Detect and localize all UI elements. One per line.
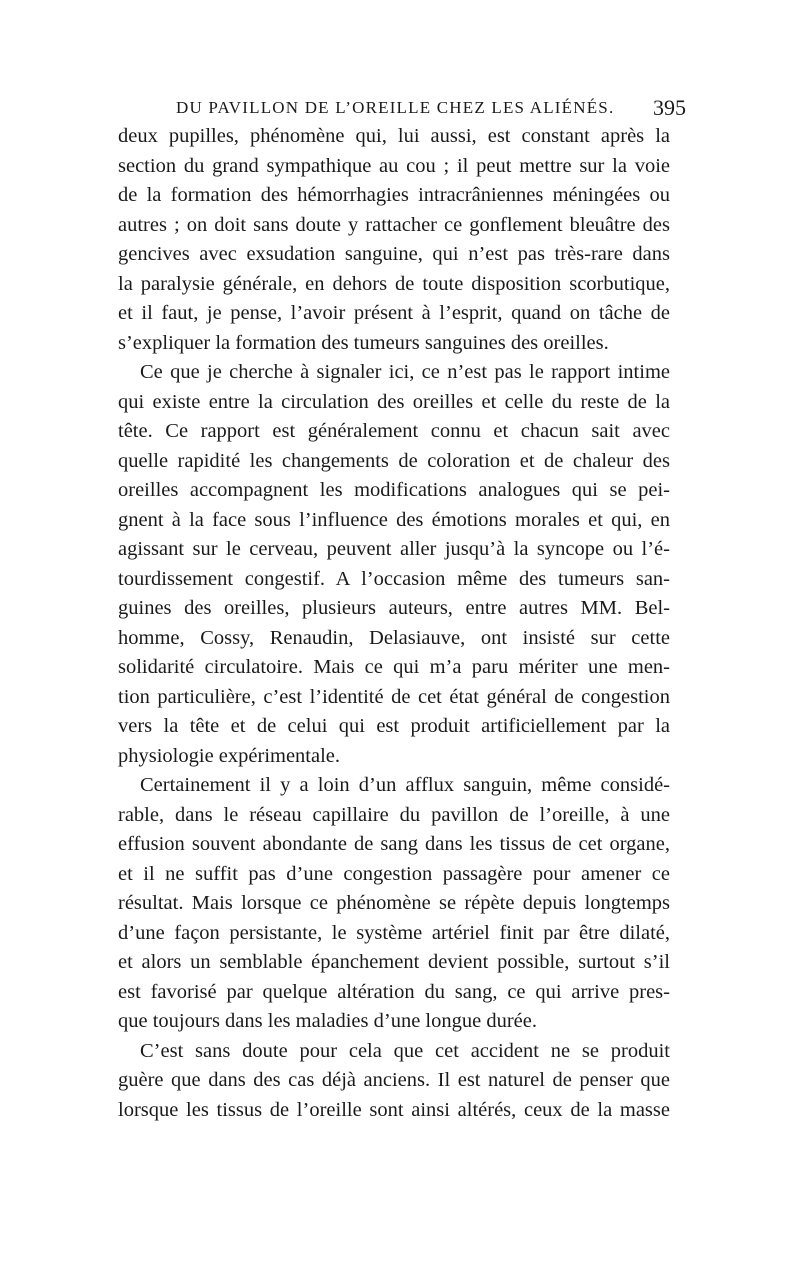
text-line: vers la tête et de celui qui est produit artificiellement par la	[118, 715, 670, 737]
text-line: la paralysie générale, en dehors de toute disposition scorbutique,	[118, 272, 670, 295]
text-line: est favorisé par quelque altération du sang, ce qui arrive pres-	[118, 980, 670, 1003]
body-text	[118, 122, 670, 1125]
text-line: guère que dans des cas déjà anciens. Il est naturel de penser que	[118, 1069, 670, 1091]
text-line: s’expliquer la formation des tumeurs sanguines des oreilles.	[118, 331, 609, 354]
text-line: quelle rapidité les changements de coloration et de chaleur des	[118, 449, 670, 472]
text-line: Certainement il y a loin d’un afflux sanguin, même considé-	[140, 774, 670, 796]
running-head	[176, 93, 686, 123]
text-line: et il faut, je pense, l’avoir présent à l’esprit, quand on tâche de	[118, 302, 670, 324]
text-line: tête. Ce rapport est généralement connu et chacun sait avec	[118, 420, 670, 442]
text-line: lorsque les tissus de l’oreille sont ainsi altérés, ceux de la masse	[118, 1098, 670, 1121]
text-line: oreilles accompagnent les modifications analogues qui se pei-	[118, 479, 670, 501]
text-line: et alors un semblable épanchement devient possible, surtout s’il	[118, 951, 670, 973]
text-line: autres ; on doit sans doute y rattacher ce gonflement bleuâtre des	[118, 213, 670, 236]
text-line: solidarité circulatoire. Mais ce qui m’a paru mériter une men-	[118, 656, 670, 678]
page-number: 395	[653, 95, 686, 120]
text-line: C’est sans doute pour cela que cet accident ne se produit	[140, 1039, 670, 1062]
text-line: section du grand sympathique au cou ; il peut mettre sur la voie	[118, 154, 670, 177]
running-title: DU PAVILLON DE L’OREILLE CHEZ LES ALIÉNÉS.	[176, 98, 615, 117]
text-line: deux pupilles, phénomène qui, lui aussi, est constant après la	[118, 125, 670, 147]
text-line: agissant sur le cerveau, peuvent aller jusqu’à la syncope ou l’é-	[118, 538, 670, 560]
text-line: guines des oreilles, plusieurs auteurs, entre autres MM. Bel-	[118, 597, 670, 619]
text-line: que toujours dans les maladies d’une longue durée.	[118, 1010, 537, 1032]
text-line: d’une façon persistante, le système artériel finit par être dilaté,	[118, 921, 670, 944]
text-line: gencives avec exsudation sanguine, qui n’est pas très-rare dans	[118, 243, 670, 265]
text-line: tion particulière, c’est l’identité de cet état général de congestion	[118, 685, 670, 708]
text-line: et il ne suffit pas d’une congestion passagère pour amener ce	[118, 862, 670, 885]
text-line: Ce que je cherche à signaler ici, ce n’est pas le rapport intime	[140, 361, 670, 383]
text-line: tourdissement congestif. A l’occasion même des tumeurs san-	[118, 567, 670, 590]
text-line: rable, dans le réseau capillaire du pavillon de l’oreille, à une	[118, 803, 670, 826]
text-line: résultat. Mais lorsque ce phénomène se répète depuis longtemps	[118, 892, 670, 914]
text-line: homme, Cossy, Renaudin, Delasiauve, ont insisté sur cette	[118, 626, 670, 649]
text-line: effusion souvent abondante de sang dans les tissus de cet organe,	[118, 833, 670, 855]
text-line: physiologie expérimentale.	[118, 744, 341, 767]
text-line: de la formation des hémorrhagies intracrâniennes méningées ou	[118, 184, 670, 206]
text-line: gnent à la face sous l’influence des émotions morales et qui, en	[118, 508, 670, 531]
text-line: qui existe entre la circulation des oreilles et celle du reste de la	[118, 390, 670, 413]
